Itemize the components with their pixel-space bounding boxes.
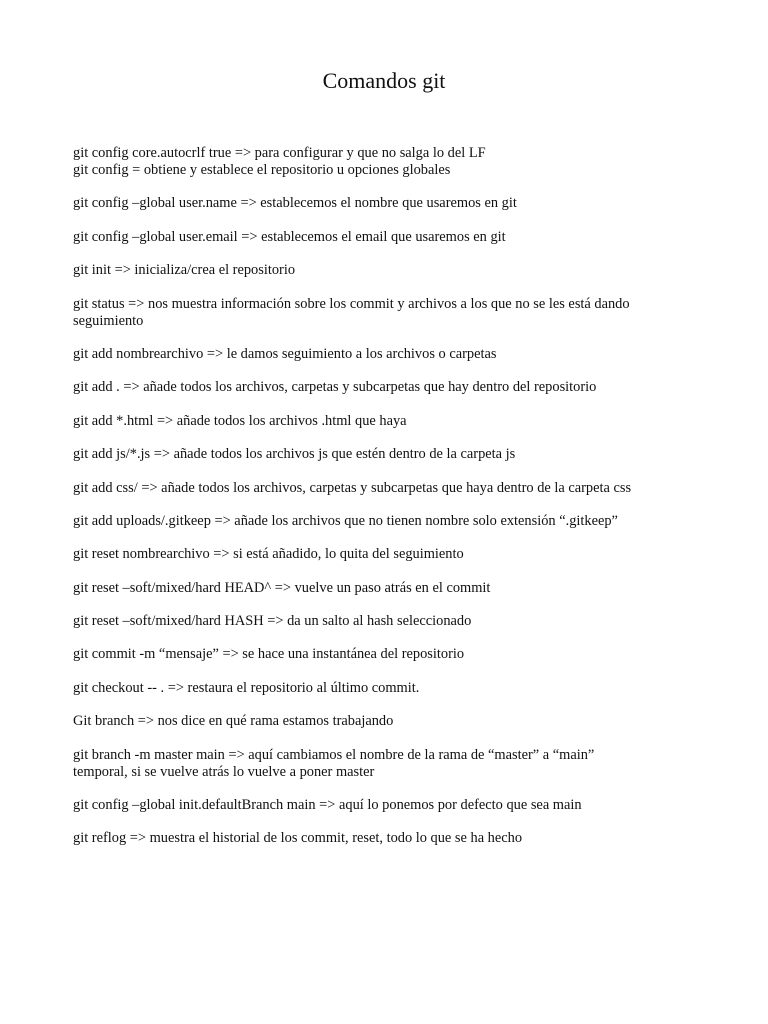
paragraph-branch (73, 713, 693, 730)
paragraph-add-all (73, 379, 693, 396)
paragraph-reset-hash (73, 613, 693, 630)
document-body (73, 145, 693, 864)
paragraph-reflog (73, 830, 693, 847)
paragraph-add-file (73, 346, 693, 363)
paragraph-line: git config = obtiene y establece el repositorio u opciones globales (73, 162, 451, 178)
paragraph-commit (73, 646, 693, 663)
paragraph-line: git commit -m “mensaje” => se hace una instantánea del repositorio (73, 646, 465, 663)
paragraph-line: git add js/*.js => añade todos los archivos js que estén dentro de la carpeta js (73, 446, 516, 463)
paragraph-line: git reset –soft/mixed/hard HEAD^ => vuelve un paso atrás en el commit (73, 579, 491, 596)
paragraph-line: git reset –soft/mixed/hard HASH => da un salto al hash seleccionado (73, 613, 472, 630)
paragraph-user-name (73, 195, 693, 212)
paragraph-line: git add . => añade todos los archivos, carpetas y subcarpetas que hay dentro del repositorio (73, 379, 597, 396)
paragraph-init (73, 262, 693, 279)
paragraph-add-css (73, 480, 693, 497)
paragraph-add-html (73, 413, 693, 430)
paragraph-reset-file (73, 546, 693, 563)
paragraph-line: git branch -m master main => aquí cambiamos el nombre de la rama de “master” a “main” (73, 746, 595, 763)
paragraph-line: git add css/ => añade todos los archivos, carpetas y subcarpetas que haya dentro de la carpeta css (73, 479, 632, 496)
paragraph-line: git add *.html => añade todos los archivos .html que haya (73, 412, 407, 429)
paragraph-line: git config –global init.defaultBranch main => aquí lo ponemos por defecto que sea main (73, 797, 582, 814)
paragraph-line: git add nombrearchivo => le damos seguimiento a los archivos o carpetas (73, 345, 497, 362)
paragraph-line: Git branch => nos dice en qué rama estamos trabajando (73, 713, 394, 730)
paragraph-line: git add uploads/.gitkeep => añade los archivos que no tienen nombre solo extensión “.gitkeep” (73, 512, 618, 529)
paragraph-line: seguimiento (73, 312, 144, 329)
paragraph-line: git config –global user.email => establecemos el email que usaremos en git (73, 228, 506, 245)
page-title: Comandos git (322, 68, 446, 93)
paragraph-line: temporal, si se vuelve atrás lo vuelve a poner master (73, 763, 375, 780)
paragraph-add-js (73, 446, 693, 463)
paragraph-line: git config –global user.name => establecemos el nombre que usaremos en git (73, 195, 517, 212)
paragraph-line: git status => nos muestra información sobre los commit y archivos a los que no se les está dando (73, 295, 630, 312)
paragraph-line: git init => inicializa/crea el repositorio (73, 262, 296, 279)
paragraph-default-branch (73, 797, 693, 814)
paragraph-checkout (73, 680, 693, 697)
paragraph-branch-rename (73, 747, 693, 781)
paragraph-autocrlf (73, 145, 693, 179)
paragraph-line: git config core.autocrlf true => para configurar y que no salga lo del LF (73, 145, 486, 161)
paragraph-line: git reflog => muestra el historial de los commit, reset, todo lo que se ha hecho (73, 830, 523, 847)
paragraph-line: git checkout -- . => restaura el repositorio al último commit. (73, 679, 420, 696)
paragraph-status (73, 296, 693, 330)
paragraph-line: git reset nombrearchivo => si está añadido, lo quita del seguimiento (73, 546, 464, 563)
paragraph-add-gitkeep (73, 513, 693, 530)
paragraph-reset-head (73, 580, 693, 597)
paragraph-user-email (73, 229, 693, 246)
